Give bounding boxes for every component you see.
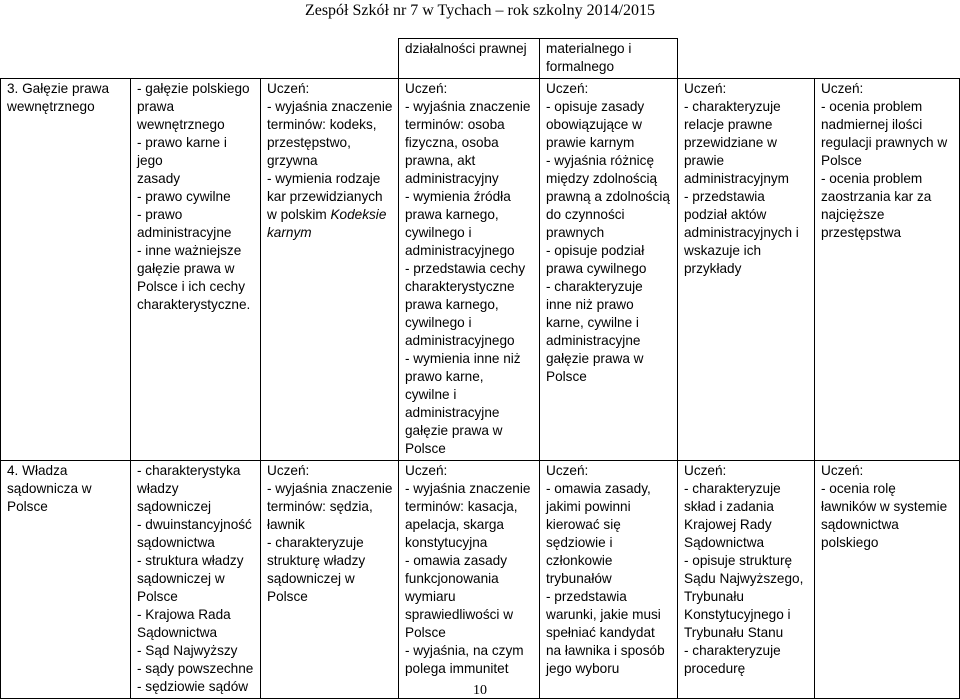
requirement-cell-dostateczna: Uczeń: - wyjaśnia znaczenie terminów: kasacja, apelacja, skarga konstytucyjna - omawia zasady funkcjonowania wymiaru sprawiedliwości w Polsce - wyjaśnia, na czym polega immunitet (399, 461, 540, 699)
table-row (1, 461, 960, 699)
requirement-text: Uczeń: - wyjaśnia znaczenie terminów: kodeks, przestępstwo, grzywna - wymienia rodzaje kar przewidzianych w polskim (267, 81, 393, 222)
requirement-cell-bardzo-dobra: Uczeń: - charakteryzuje relacje prawne przewidziane w prawie administracyjnym - przedstawia podział aktów administracyjnych i wskazuje ich przykłady (678, 79, 815, 461)
page-header: Zespół Szkół nr 7 w Tychach – rok szkolny 2014/2015 (304, 2, 656, 19)
topic-cell: 3. Gałęzie prawa wewnętrznego (1, 79, 131, 461)
topic-cell: 4. Władza sądownicza w Polsce (1, 461, 131, 699)
continuation-cell-c6: materialnego i formalnego (540, 39, 678, 79)
blank-cell (131, 39, 261, 79)
requirement-cell-dobra: Uczeń: - omawia zasady, jakimi powinni kierować się sędziowie i członkowie trybunałów - przedstawia warunki, jakie musi spełniać kandydat na ławnika i sposób jego wyboru (540, 461, 678, 699)
curriculum-table (0, 38, 960, 699)
blank-cell (1, 39, 131, 79)
page-number: 10 (473, 683, 487, 698)
continuation-row (1, 39, 960, 79)
content-cell: - gałęzie polskiego prawa wewnętrznego - prawo karne i jego zasady - prawo cywilne - prawo administracyjne - inne ważniejsze gałęzie prawa w Polsce i ich cechy charakterystyczne. (131, 79, 261, 461)
content-cell: - charakterystyka władzy sądowniczej - dwuinstancyjność sądownictwa - struktura władzy sądowniczej w Polsce - Krajowa Rada Sądownictwa - Sąd Najwyższy - sądy powszechne - sędziowie sądów (131, 461, 261, 699)
requirement-text-italic: Kodeksie karnym (267, 207, 387, 240)
requirement-cell-dopuszczajaca: Uczeń: - wyjaśnia znaczenie terminów: sędzia, ławnik - charakteryzuje strukturę władzy sądowniczej w Polsce (261, 461, 399, 699)
blank-cell (261, 39, 399, 79)
requirement-cell-dobra: Uczeń: - opisuje zasady obowiązujące w prawie karnym - wyjaśnia różnicę między zdolnością prawną a zdolnością do czynności prawnych - opisuje podział prawa cywilnego - charakteryzuje inne niż prawo karne, cywilne i administracyjne gałęzie prawa w Polsce (540, 79, 678, 461)
requirement-cell-celujaca: Uczeń: - ocenia rolę ławników w systemie sądownictwa polskiego (815, 461, 960, 699)
requirement-cell-dostateczna: Uczeń: - wyjaśnia znaczenie terminów: osoba fizyczna, osoba prawna, akt administracyjny - wymienia źródła prawa karnego, cywilnego i administracyjnego - przedstawia cechy charakterystyczne prawa karnego, cywilnego i administracyjnego - wymienia inne niż prawo karne, cywilne i administracyjne gałęzie prawa w Polsce (399, 79, 540, 461)
blank-cell (678, 39, 815, 79)
requirement-cell-dopuszczajaca (261, 79, 399, 461)
requirement-cell-celujaca: Uczeń: - ocenia problem nadmiernej ilości regulacji prawnych w Polsce - ocenia problem zaostrzania kar za najcięższe przestępstwa (815, 79, 960, 461)
table-row (1, 79, 960, 461)
requirement-cell-bardzo-dobra: Uczeń: - charakteryzuje skład i zadania Krajowej Rady Sądownictwa - opisuje strukturę Sądu Najwyższego, Trybunału Konstytucyjnego i Trybunału Stanu - charakteryzuje procedurę (678, 461, 815, 699)
continuation-cell-c5: działalności prawnej (399, 39, 540, 79)
blank-cell (815, 39, 960, 79)
